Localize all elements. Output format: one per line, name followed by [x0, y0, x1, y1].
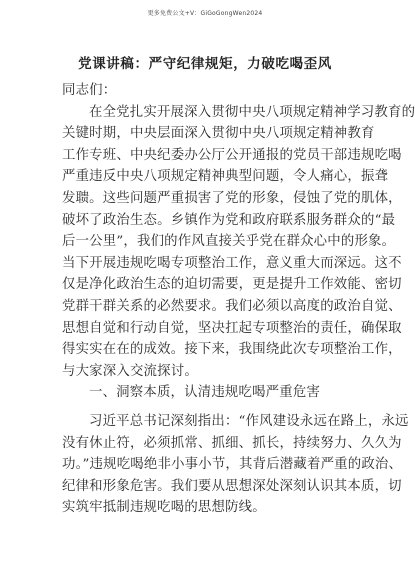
text-line: 党群干群关系的必然要求。我们必须以高度的政治自觉、 [62, 298, 402, 314]
text-line: 当下开展违规吃喝专项整治工作，意义重大而深远。这不 [62, 255, 402, 271]
text-line: 后一公里”，我们的作风直接关乎党在群众心中的形象。 [62, 234, 396, 250]
document-body [62, 80, 415, 519]
text-line: 得实实在在的成效。接下来，我围绕此次专项整治工作， [62, 342, 402, 358]
text-line: 发聩。这些问题严重损害了党的形象，侵蚀了党的肌体， [62, 190, 402, 206]
text-line: 习近平总书记深刻指出：“作风建设永远在路上，永远 [89, 413, 409, 429]
text-line: 关键时期，中央层面深入贯彻中央八项规定精神教育 [62, 126, 375, 142]
paragraph-2 [62, 411, 409, 519]
spacer [62, 404, 350, 411]
page-header: 更多免费公文+V：GiGoGongWen2024 [147, 10, 263, 17]
text-line: 实筑牢抵制违规吃喝的思想防线。 [62, 500, 266, 516]
text-line: 思想自觉和行动自觉，坚决扛起专项整治的责任，确保取 [62, 320, 402, 336]
document-title: 党课讲稿：严守纪律规矩，力破吃喝歪风 [78, 56, 332, 72]
text-line: 与大家深入交流探讨。 [62, 363, 198, 379]
text-line: 纪律和形象危害。我们要从思想深处深刻认识其本质，切 [62, 478, 402, 494]
text-line: 没有休止符，必须抓常、抓细、抓长，持续努力、久久为 [62, 435, 402, 451]
section-heading: 一、洞察本质，认清违规吃喝严重危害 [89, 385, 321, 401]
text-line: 破坏了政治生态。乡镇作为党和政府联系服务群众的“最 [62, 212, 396, 228]
salutation: 同志们： [62, 83, 117, 98]
text-line: 严重违反中央八项规定精神典型问题，令人痛心，振聋 [62, 169, 389, 185]
text-line: 功。”违规吃喝绝非小事小节，其背后潜藏着严重的政治、 [62, 457, 403, 473]
paragraph-1 [62, 102, 415, 383]
text-line: 仅是净化政治生态的迫切需要，更是提升工作效能、密切 [62, 277, 402, 293]
text-line: 在全党扎实开展深入贯彻中央八项规定精神学习教育的 [89, 104, 415, 120]
text-line: 工作专班、中央纪委办公厅公开通报的党员干部违规吃喝 [62, 147, 402, 163]
